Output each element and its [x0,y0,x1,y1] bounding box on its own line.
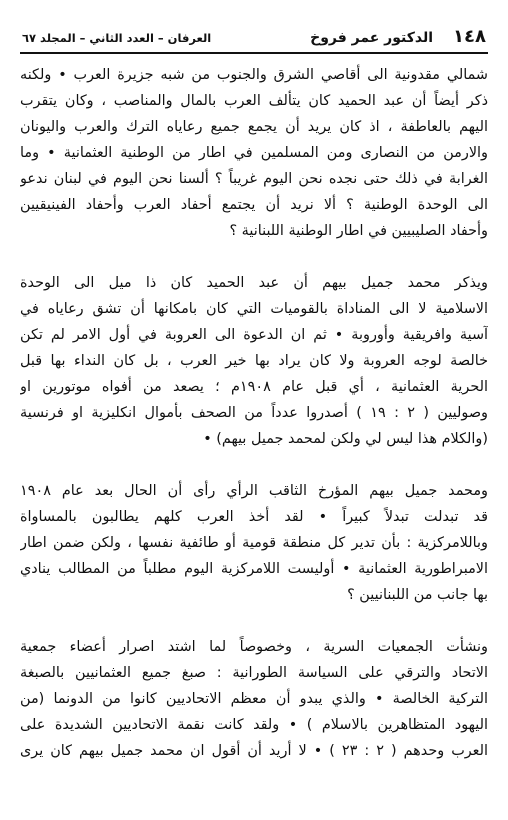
text-line: ونشأت الجمعيات السرية ، وخصوصاً لما اشتد اصرار أعضاء جمعية [20,639,488,655]
body-text [20,62,488,764]
author-name: الدكتور عمر فروخ [310,30,434,46]
journal-issue: العرفان – العدد الثاني – المجلد ٦٧ [22,31,212,45]
text-line: قد تبدلت تبدلاً كبيراً • لقد أخذ العرب كلهم يطالبون بالمساواة [20,509,488,525]
text-line: الغرابة في ذلك حتى نجده نحن اليوم غريباً ؟ ألسنا نحن اليوم في لبنان ندعو [20,171,488,187]
paragraph-gap [20,244,488,270]
text-line: الاسلامية لا الى المناداة بالقوميات التي كان بامكانها أن تشق رعاياه في [20,301,488,317]
text-line: وأحفاد الصليبيين في اطار الوطنية اللبنانية ؟ [229,223,488,239]
text-line: (والكلام هذا ليس لي ولكن لمحمد جميل بيهم) • [203,431,488,447]
page-number: ١٤٨ [453,26,486,47]
text-line: والارمن من النصارى ومن المسلمين في اطار من الوطنية العثمانية • وما [20,145,488,161]
text-line: آسية وافريقية وأوروبة • ثم ان الدعوة الى العروبة في أول الامر لم تكن [20,327,488,343]
text-line: بها جانب من اللبنانيين ؟ [347,587,488,603]
text-line: وباللامركزية : بأن تدير كل منطقة قومية أو طائفية نفسها ، ولكن ضمن اطار [20,535,488,551]
text-line: الحرية العثمانية ، أي قبل عام ١٩٠٨م ؛ يصعد من أفواه موتورين او [20,379,488,395]
paragraph-1 [20,62,488,244]
text-line: اليهود المتظاهرين بالاسلام ) • ولقد كانت نقمة الاتحاديين الشديدة على [20,717,488,733]
paragraph-gap [20,608,488,634]
text-line: وصوليين ( ٢ : ١٩ ) أصدروا عدداً من الصحف بأموال انكليزية او فرنسية [20,405,488,421]
text-line: الاتحاد والترقي على السياسة الطورانية : صبغ جميع العثمانيين بالصبغة [20,665,488,681]
paragraph-2 [20,270,488,452]
text-line: التركية الخالصة • والذي يبدو أن معظم الاتحاديين كانوا من الدونما (من [20,691,488,707]
text-line: العرب وحدهم ( ٢ : ٢٣ ) • لا أريد أن أقول ان محمد جميل بيهم كان يرى [20,743,488,759]
text-line: اليهم بالعاطفة ، اذ كان يريد أن يجمع جميع رعاياه الترك والعرب واليونان [20,119,488,135]
text-line: ويذكر محمد جميل بيهم أن عبد الحميد كان ذا ميل الى الوحدة [20,275,488,291]
running-head [20,26,488,54]
text-line: شمالي مقدونية الى أقاصي الشرق والجنوب من شبه جزيرة العرب • ولكنه [20,67,488,83]
text-line: ذكر أيضاً أن عبد الحميد كان يتألف العرب بالمال والمناصب ، وكان يتقرب [20,93,488,109]
paragraph-gap [20,452,488,478]
text-line: الامبراطورية العثمانية • أوليست اللامركزية اليوم مطلباً من المطالب ينادي [20,561,488,577]
text-line: ومحمد جميل بيهم المؤرخ الثاقب الرأي رأى أن الحال بعد عام ١٩٠٨ [20,483,488,499]
text-line: الى الوحدة الوطنية ؟ ألا نريد أن يجتمع أحفاد العرب وأحفاد الفينيقيين [20,197,488,213]
paragraph-4 [20,634,488,764]
text-line: خالصة لوجه العروبة ولا كان يراد بها خير العرب ، بل كان النداء بها قبل [20,353,488,369]
paragraph-3 [20,478,488,608]
